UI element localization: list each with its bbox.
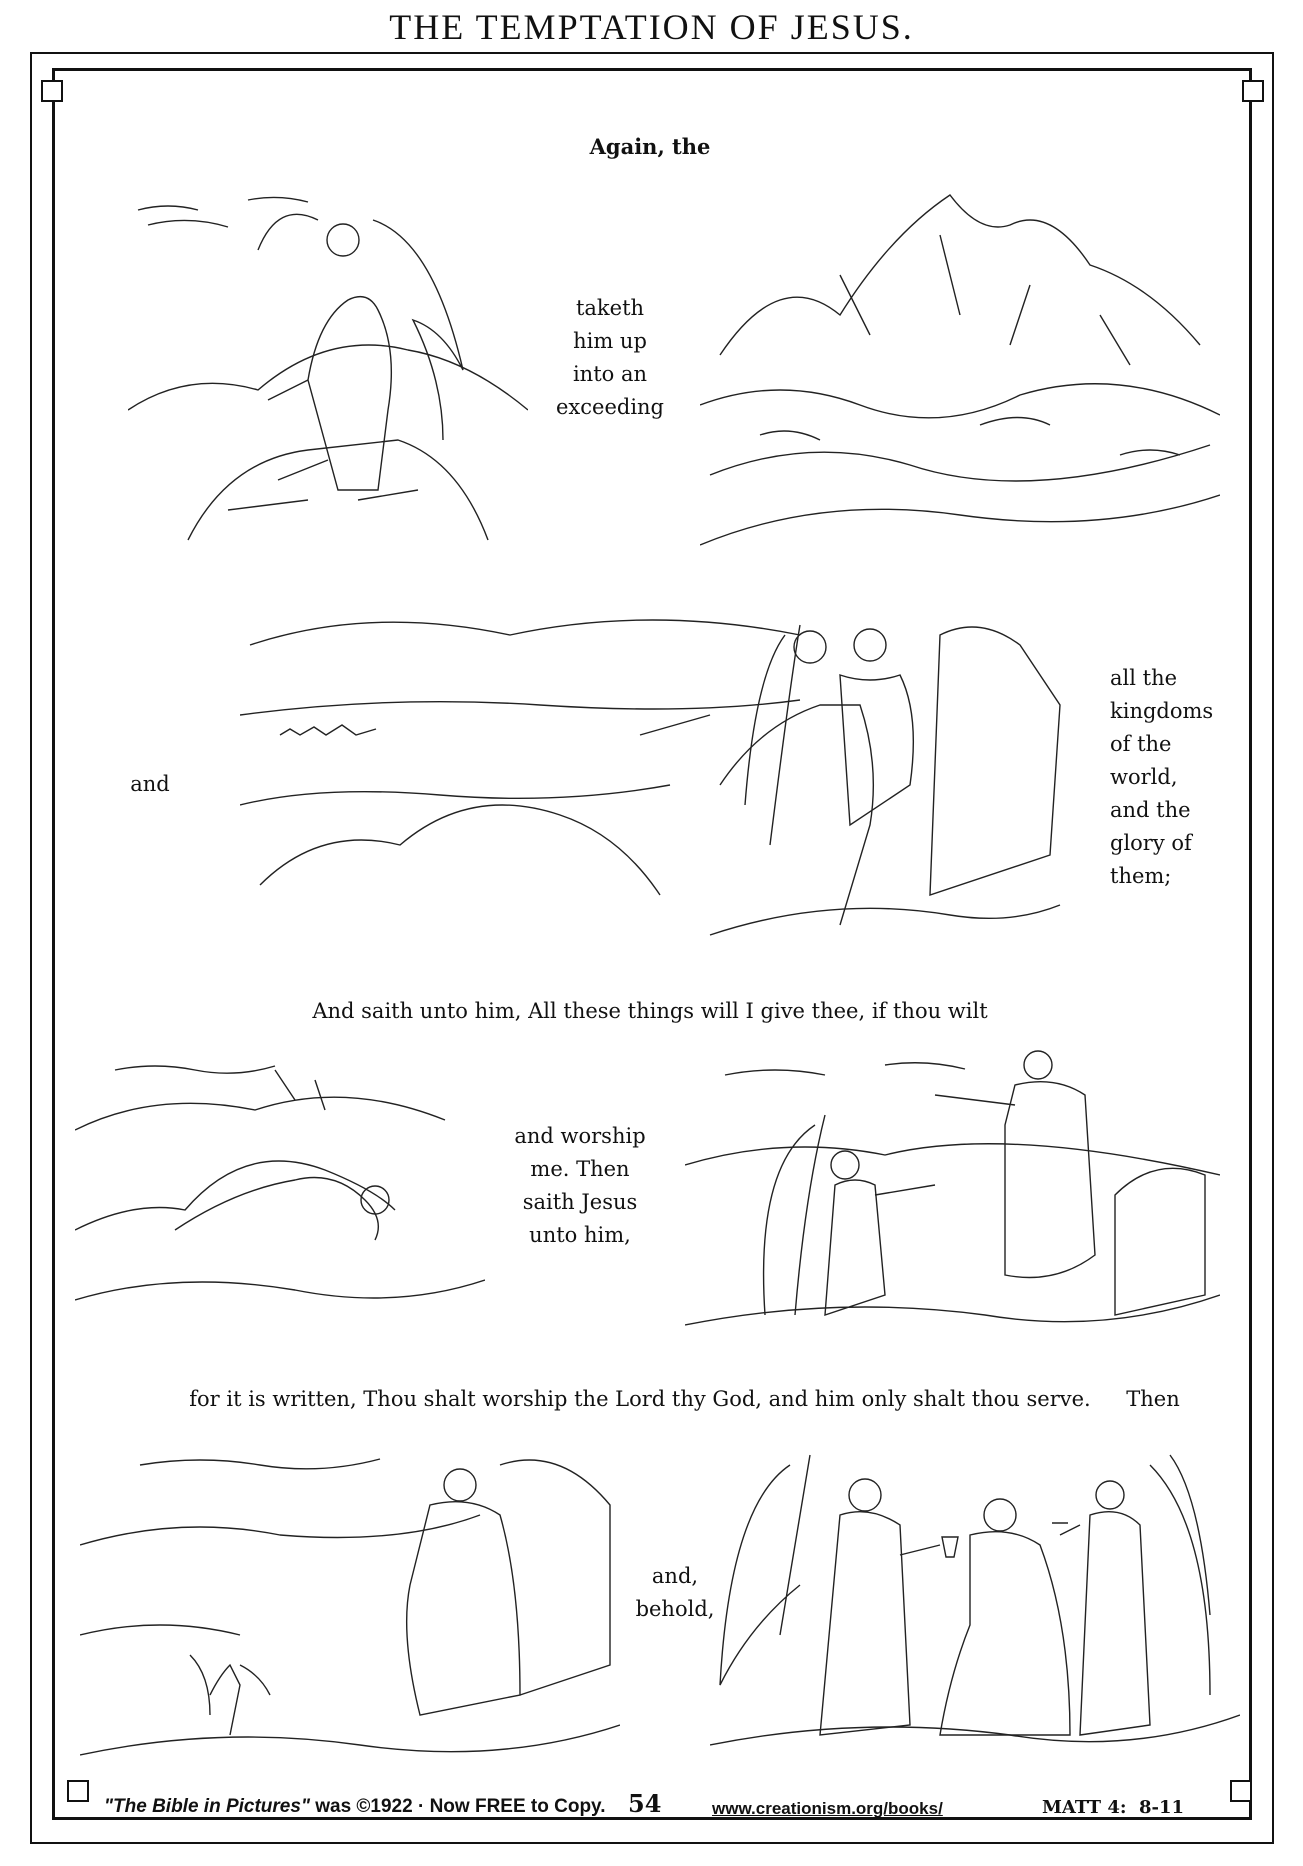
text-line: me. Then: [530, 1157, 630, 1181]
text-then: Then: [1126, 1387, 1180, 1411]
footer-copyright-line: [104, 1796, 664, 1818]
text-line: saith Jesus: [522, 1190, 638, 1214]
corner-ornament-top-left: [41, 80, 63, 102]
page-number: 54: [628, 1789, 662, 1818]
text-line: and the: [1110, 798, 1191, 822]
text-taketh-block: [550, 292, 670, 424]
text-line: taketh: [575, 296, 645, 320]
text-line: exceeding: [555, 395, 664, 419]
illustration-devil-seated: [128, 180, 528, 550]
text-line: and,: [651, 1564, 699, 1588]
text-line: behold,: [635, 1597, 715, 1621]
text-line: unto him,: [529, 1223, 631, 1247]
text-it-is-written: for it is written, Thou shalt worship the Lord thy God, and him only shalt thou serve.: [189, 1387, 1091, 1411]
text-line: them;: [1110, 864, 1172, 888]
illustration-devil-prostrate: [75, 1050, 485, 1325]
illustration-kingdoms-of-the-world: [240, 605, 1070, 955]
text-saith-unto-him: And saith unto him, All these things will I give thee, if thou wilt: [312, 999, 988, 1023]
corner-ornament-bottom-left: [67, 1780, 89, 1802]
text-again-the: Again, the: [589, 134, 711, 159]
text-line: world,: [1110, 765, 1178, 789]
footer-scripture-reference: MATT 4: 8-11: [1042, 1797, 1185, 1818]
text-line: into an: [572, 362, 648, 386]
corner-ornament-bottom-right: [1230, 1780, 1252, 1802]
text-line: glory of: [1110, 831, 1192, 855]
footer-website-link[interactable]: www.creationism.org/books/: [712, 1799, 943, 1818]
illustration-angels-ministering: [710, 1425, 1240, 1775]
text-line: kingdoms: [1110, 699, 1214, 723]
text-line: all the: [1110, 666, 1178, 690]
footer-copyright: was ©1922 · Now FREE to Copy.: [315, 1796, 606, 1817]
text-kingdoms-block: [1110, 662, 1230, 893]
illustration-high-mountain: [700, 175, 1220, 560]
text-line: him up: [573, 329, 647, 353]
page-title: THE TEMPTATION OF JESUS.: [389, 7, 914, 47]
footer-book-title: "The Bible in Pictures": [104, 1796, 310, 1817]
text-and-behold-block: [630, 1560, 720, 1626]
text-worship-block: [505, 1120, 655, 1252]
illustration-devil-departing: [80, 1435, 620, 1770]
text-line: of the: [1110, 732, 1172, 756]
illustration-jesus-rebuking-devil: [685, 1045, 1220, 1340]
text-and-left: and: [130, 772, 170, 796]
text-line: and worship: [514, 1124, 646, 1148]
corner-ornament-top-right: [1242, 80, 1264, 102]
